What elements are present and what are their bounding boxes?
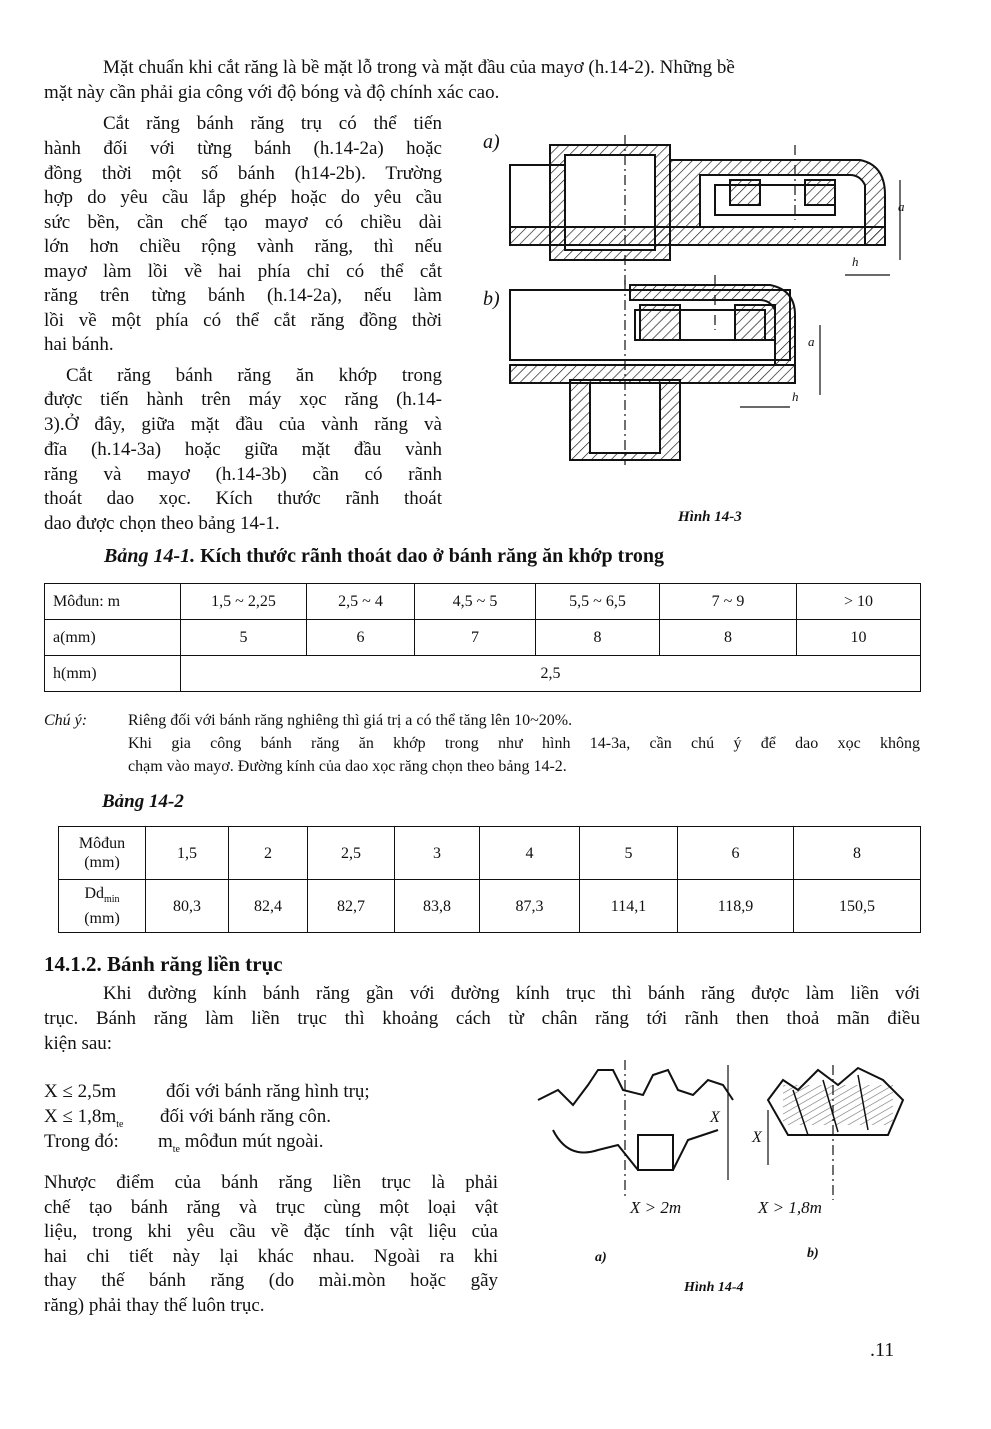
condition-b: X > 1,8m — [758, 1198, 822, 1217]
text-line: trục. Bánh răng làm liền trục thì khoảng cách từ chân răng tới rãnh then thoả mãn điều — [44, 1008, 920, 1029]
table-cell: 1,5 ~ 2,25 — [181, 584, 307, 620]
text-line: đĩa (h.14-3a) hoặc giữa mặt đầu vành — [44, 439, 442, 460]
table-cell: 7 — [415, 620, 536, 656]
table-2-caption: Bảng 14-2 — [102, 791, 184, 812]
internal-gear-drawing — [470, 135, 920, 515]
table-cell: 150,5 — [794, 880, 921, 933]
table-cell: 114,1 — [580, 880, 678, 933]
table-cell: 4,5 ~ 5 — [415, 584, 536, 620]
text-line: sức bền, cần chế tạo mayơ có chiều dài — [44, 212, 442, 233]
text-line: dao được chọn theo bảng 14-1. — [44, 513, 280, 534]
text-line: hai bánh. — [44, 334, 114, 355]
table-cell: 8 — [536, 620, 660, 656]
text-line: thay thế bánh răng (do mài.mòn hoặc gãy — [44, 1270, 498, 1291]
table-cell — [59, 827, 146, 880]
formula-text: môđun mút ngoài. — [184, 1131, 324, 1152]
formula-lhs: Trong đó: — [44, 1131, 119, 1152]
table-cell: > 10 — [797, 584, 921, 620]
dimension-h: h — [792, 389, 799, 404]
text-line: liệu, trong khi yêu cầu về đặc tính vật liệu của — [44, 1221, 498, 1242]
table-row — [59, 880, 921, 933]
dimension-x-b: X — [752, 1129, 762, 1146]
table-row — [45, 584, 921, 620]
formula-rhs: đối với bánh răng hình trụ; — [166, 1081, 370, 1102]
text-line: Cắt răng bánh răng ăn khớp trong — [66, 365, 442, 386]
text-line: răng) phải thay thế luôn trục. — [44, 1295, 265, 1316]
formula-text: X ≤ 1,8m — [44, 1106, 117, 1127]
formula-subscript: te — [172, 1143, 180, 1155]
table-cell: 10 — [797, 620, 921, 656]
table-cell: 2,5 — [181, 656, 921, 692]
text-line: răng và mayơ (h.14-3b) cần có rãnh — [44, 464, 442, 485]
figure-caption: Hình 14-3 — [678, 509, 742, 525]
formula-subscript: te — [116, 1118, 124, 1130]
text-line: chế tạo bánh răng và trục cùng một loại vật — [44, 1197, 498, 1218]
header-unit: (mm) — [84, 854, 120, 871]
dimension-a: a — [808, 334, 815, 349]
text-line: Cắt răng bánh răng trụ có thể tiến — [103, 113, 442, 134]
table-row — [45, 656, 921, 692]
text-line: kiện sau: — [44, 1033, 113, 1054]
table-row — [59, 827, 921, 880]
table-1 — [44, 583, 921, 692]
dimension-h: h — [852, 254, 859, 269]
table-cell: 2,5 — [308, 827, 395, 880]
text-line: Nhược điểm của bánh răng liền trục là phải — [44, 1172, 498, 1193]
page-number: .11 — [870, 1339, 895, 1361]
table-1-title: Kích thước rãnh thoát dao ở bánh răng ăn khớp trong — [200, 545, 664, 567]
text-line: hành đối với từng bánh (h.14-2a) hoặc — [44, 138, 442, 159]
table-cell: 2,5 ~ 4 — [307, 584, 415, 620]
text-line: lồi về một phía có thể cắt răng đồng thời — [44, 310, 442, 331]
table-cell: 2 — [229, 827, 308, 880]
table-cell: 6 — [678, 827, 794, 880]
table-cell: 82,7 — [308, 880, 395, 933]
intro-line-2: mặt này cần phải gia công với độ bóng và độ chính xác cao. — [44, 82, 500, 103]
text-line: mayơ làm lồi về hai phía chỉ có thể cắt — [44, 261, 442, 282]
figure-label-a: a) — [483, 131, 500, 153]
table-cell: 118,9 — [678, 880, 794, 933]
note-line: Khi gia công bánh răng ăn khớp trong như hình 14-3a, cần chú ý để dao xọc không — [128, 735, 920, 752]
table-1-number: Bảng 14-1. — [104, 545, 196, 567]
table-cell: 5 — [181, 620, 307, 656]
text-line: hai chi tiết này lại khác nhau. Ngoài ra khi — [44, 1246, 498, 1267]
table-cell: Môđun: m — [45, 584, 181, 620]
dimension-x-a: X — [710, 1109, 720, 1126]
header-text: Dd — [84, 884, 104, 902]
note-line: chạm vào mayơ. Đường kính của dao xọc răng chọn theo bảng 14-2. — [128, 758, 567, 775]
table-cell: 3 — [395, 827, 480, 880]
table-cell: 80,3 — [146, 880, 229, 933]
figure-caption: Hình 14-4 — [684, 1280, 744, 1295]
table-cell: 82,4 — [229, 880, 308, 933]
table-cell: 83,8 — [395, 880, 480, 933]
shaft-gear-drawing — [528, 1060, 908, 1200]
intro-line-1: Mặt chuẩn khi cắt răng là bề mặt lỗ trong và mặt đầu của mayơ (h.14-2). Những bề — [103, 57, 735, 78]
section-heading: 14.1.2. Bánh răng liền trục — [44, 952, 283, 976]
text-line: răng trên từng bánh (h.14-2a), nếu làm — [44, 285, 442, 306]
text-line: đồng thời một số bánh (h14-2b). Trường — [44, 163, 442, 184]
table-cell — [59, 880, 146, 933]
figure-label-a: a) — [595, 1250, 607, 1265]
note-label: Chú ý: — [44, 712, 88, 729]
table-2 — [58, 826, 921, 933]
figure-label-b: b) — [483, 288, 500, 310]
condition-a: X > 2m — [630, 1198, 682, 1217]
dimension-a: a — [898, 199, 905, 214]
table-row — [45, 620, 921, 656]
note-line: Riêng đối với bánh răng nghiêng thì giá trị a có thể tăng lên 10~20%. — [128, 712, 573, 729]
header-text: Môđun — [78, 835, 126, 852]
text-line: được tiến hành trên máy xọc răng (h.14- — [44, 389, 442, 410]
table-cell: a(mm) — [45, 620, 181, 656]
formula-mid — [158, 1130, 324, 1162]
figure-label-b: b) — [807, 1246, 819, 1261]
table-cell: 6 — [307, 620, 415, 656]
table-cell: 4 — [480, 827, 580, 880]
table-cell: 5,5 ~ 6,5 — [536, 584, 660, 620]
table-1-caption — [104, 544, 664, 568]
table-cell: 7 ~ 9 — [660, 584, 797, 620]
text-line: lớn hơn chiều rộng vành răng, thì nếu — [44, 236, 442, 257]
text-line: hợp do yêu cầu lắp ghép hoặc do yêu cầu — [44, 187, 442, 208]
table-cell: 8 — [794, 827, 921, 880]
table-cell: 87,3 — [480, 880, 580, 933]
table-cell: 8 — [660, 620, 797, 656]
formula-lhs: X ≤ 2,5m — [44, 1081, 117, 1102]
text-line: thoát dao xọc. Kích thước rãnh thoát — [44, 488, 442, 509]
formula-text: m — [158, 1131, 173, 1152]
text-line: Khi đường kính bánh răng gần với đường kính trục thì bánh răng được làm liền với — [103, 983, 920, 1004]
table-cell: 1,5 — [146, 827, 229, 880]
table-cell: h(mm) — [45, 656, 181, 692]
header-subscript: min — [104, 894, 120, 906]
formula-rhs: đối với bánh răng côn. — [160, 1106, 331, 1127]
text-line: 3).Ở đây, giữa mặt đầu của vành răng và — [44, 414, 442, 435]
header-unit: (mm) — [84, 910, 120, 928]
table-cell: 5 — [580, 827, 678, 880]
